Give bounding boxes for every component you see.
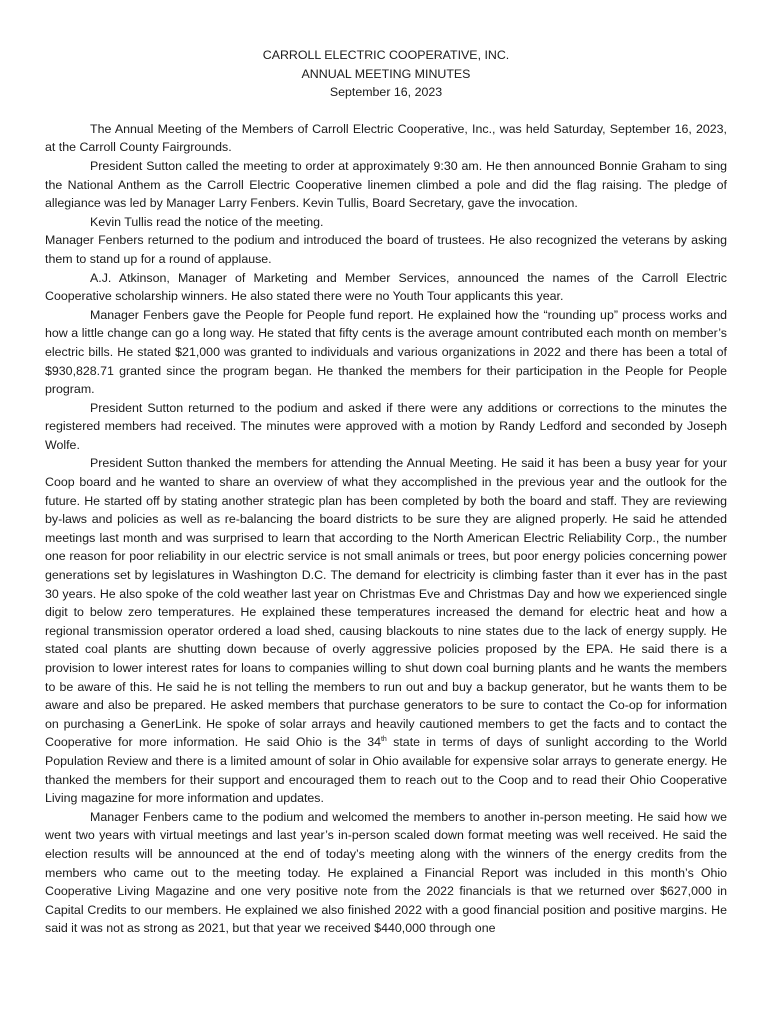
minutes-document	[45, 46, 727, 938]
paragraph-people-for-people: Manager Fenbers gave the People for People fund report. He explained how the “rounding up” process works and how a little change can go a long way. He stated that fifty cents is the average amount contributed each month on member’s electric bills. He stated $21,000 was granted to individuals and various organizations in 2022 and there has been a total of $930,828.71 granted since the program began. He thanked the members for their participation in the People for People program.	[45, 307, 727, 397]
paragraph-president-report	[45, 454, 727, 807]
meeting-date: September 16, 2023	[329, 85, 443, 100]
document-header	[45, 46, 727, 102]
paragraph-notice: Kevin Tullis read the notice of the meeting.	[90, 214, 324, 229]
document-title: ANNUAL MEETING MINUTES	[301, 66, 471, 81]
paragraph-board-introduction: Manager Fenbers returned to the podium and introduced the board of trustees. He also recognized the veterans by asking them to stand up for a round of applause.	[45, 233, 727, 266]
paragraph-minutes-approval: President Sutton returned to the podium and asked if there were any additions or corrections to the minutes the registered members had received. The minutes were approved with a motion by Randy Ledford and seconded by Joseph Wolfe.	[45, 400, 727, 452]
paragraph-call-to-order: President Sutton called the meeting to order at approximately 9:30 am. He then announced Bonnie Graham to sing the National Anthem as the Carroll Electric Cooperative linemen climbed a pole and did the flag raising. The pledge of allegiance was led by Manager Larry Fenbers. Kevin Tullis, Board Secretary, gave the invocation.	[45, 158, 727, 211]
paragraph-scholarships: A.J. Atkinson, Manager of Marketing and Member Services, announced the names of the Carroll Electric Cooperative scholarship winners. He also stated there were no Youth Tour applicants this year.	[45, 270, 727, 304]
paragraph-meeting-held: The Annual Meeting of the Members of Carroll Electric Cooperative, Inc., was held Saturday, September 16, 2023, at the Carroll County Fairgrounds.	[45, 121, 727, 155]
organization-name: CARROLL ELECTRIC COOPERATIVE, INC.	[262, 48, 510, 62]
president-report-text-a: President Sutton thanked the members for attending the Annual Meeting. He said it has been a busy year for your Coop board and he wanted to share an overview of what they accomplished in the previous year and the outlook for the future. He started off by stating another strategic plan has been completed by both the board and staff. They are reviewing by-laws and policies as well as re-balancing the board districts to be sure they are aligned properly. He said he attended meetings last month and was surprised to learn that according to the North American Electric Reliability Corp., the number one reason for poor reliability in our electric service is not small animals or trees, but poor energy policies concerning power generations set by legislatures in Washington D.C. The demand for electricity is climbing faster than it ever has in the past 30 years. He also spoke of the cold weather last year on Christmas Eve and Christmas Day and how we experienced single digit to below zero temperatures. He explained these temperatures increased the demand for electric heat and how a regional transmission operator ordered a load shed, causing blackouts to nine states due to the lack of energy supply. He stated coal plants are shutting down because of overly aggressive policies proposed by the EPA. He said there is a provision to lower interest rates for loans to companies willing to shut down coal burning plants and he wants the members to be aware of this. He said he is not telling the members to run out and buy a backup generator, but he wants them to be aware and also be prepared. He asked members that purchase generators to be sure to contact the Co-op for information on purchasing a GenerLink. He spoke of solar arrays and heavily cautioned members to get the facts and to contact the Cooperative for more information. He said Ohio is the 34	[45, 456, 727, 750]
president-report-text-b: state in terms of days of sunlight according to the World Population Review and there is a limited amount of solar in Ohio available for expensive solar arrays to generate energy. He thanked the members for their support and encouraged them to reach out to the Coop and to read their Ohio Cooperative Living magazine for more information and updates.	[45, 735, 727, 806]
ordinal-suffix: th	[380, 736, 387, 744]
paragraph-manager-report: Manager Fenbers came to the podium and welcomed the members to another in-person meeting. He said how we went two years with virtual meetings and last year’s in-person scaled down format meeting was well received. He said the election results will be announced at the end of today’s meeting along with the winners of the energy credits from the members who came out to the meeting today. He explained a Financial Report was included in this month’s Ohio Cooperative Living Magazine and one very positive note from the 2022 financials is that we returned over $627,000 in Capital Credits to our members. He explained we also finished 2022 with a good financial position and positive margins. He said it was not as strong as 2021, but that year we received $440,000 through one	[45, 809, 727, 936]
